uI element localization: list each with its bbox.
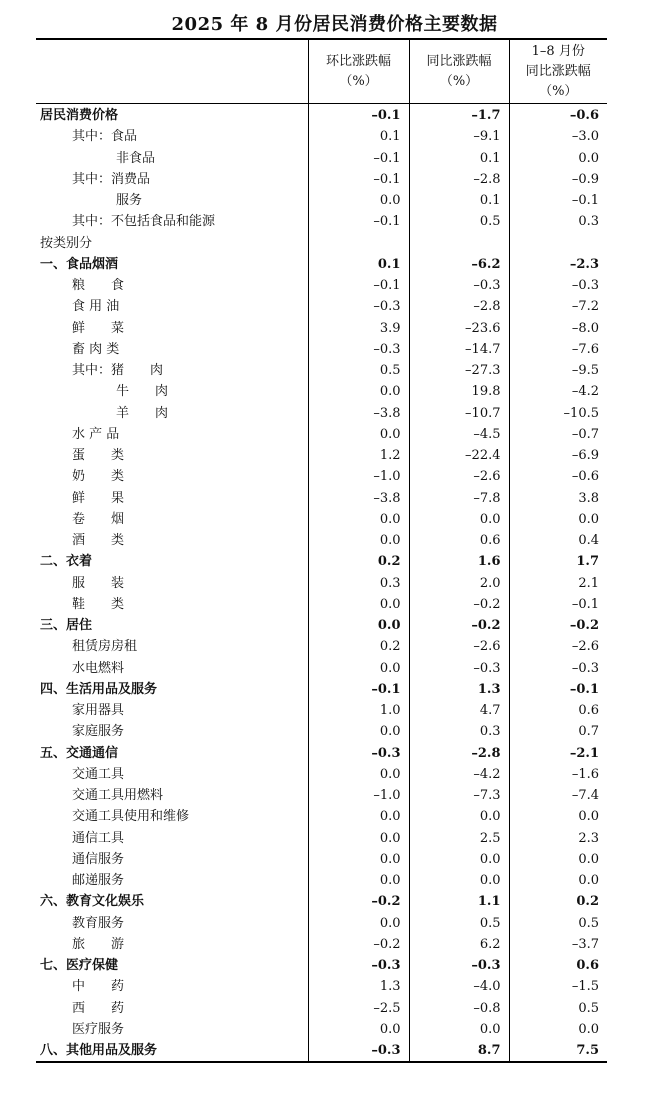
ytd-value: –0.6 [509, 104, 607, 127]
row-label: 旅 游 [72, 936, 125, 952]
page-title: 2025 年 8 月份居民消费价格主要数据 [171, 14, 498, 35]
ytd-value: –7.4 [509, 785, 607, 806]
mom-value: 3.9 [308, 318, 409, 339]
ytd-value: –8.0 [509, 318, 607, 339]
table-row [36, 934, 607, 955]
yoy-value: 0.0 [409, 509, 509, 530]
yoy-value: 0.0 [409, 806, 509, 827]
mom-value: 0.0 [308, 828, 409, 849]
yoy-value: –4.2 [409, 764, 509, 785]
mom-value: 0.0 [308, 594, 409, 615]
yoy-value: 0.6 [409, 530, 509, 551]
table-body [36, 104, 607, 1063]
row-label: 其中：猪 肉 [72, 363, 164, 378]
row-label: 二、衣着 [40, 554, 93, 570]
ytd-value: –10.5 [509, 403, 607, 424]
header-mom-change: 环比涨跌幅 （%） [308, 39, 409, 104]
yoy-value: –0.8 [409, 998, 509, 1019]
table-row [36, 615, 607, 636]
mom-value: 0.1 [308, 126, 409, 147]
mom-value: 0.0 [308, 870, 409, 891]
table-row [36, 828, 607, 849]
yoy-value: –0.2 [409, 615, 509, 636]
yoy-value: –0.3 [409, 275, 509, 296]
mom-value: 0.0 [308, 806, 409, 827]
ytd-value: –7.6 [509, 339, 607, 360]
yoy-value: –7.8 [409, 488, 509, 509]
mom-value: –0.1 [308, 275, 409, 296]
table-row [36, 190, 607, 211]
ytd-value: –2.6 [509, 636, 607, 657]
ytd-value: 0.0 [509, 806, 607, 827]
yoy-value: –0.2 [409, 594, 509, 615]
mom-value: 0.0 [308, 615, 409, 636]
table-row [36, 424, 607, 445]
row-label: 鲜 果 [72, 490, 125, 506]
table-row [36, 148, 607, 169]
ytd-value: –3.0 [509, 126, 607, 147]
row-label: 交通工具使用和维修 [72, 809, 190, 825]
header-yoy-change: 同比涨跌幅 （%） [409, 39, 509, 104]
yoy-value: 1.6 [409, 551, 509, 572]
row-label: 交通工具 [72, 766, 125, 782]
table-row [36, 233, 607, 254]
ytd-value: 0.6 [509, 700, 607, 721]
mom-value: –0.3 [308, 955, 409, 976]
row-label: 其中：消费品 [72, 171, 151, 187]
table-row [36, 445, 607, 466]
row-label: 七、医疗保健 [40, 958, 119, 973]
row-label: 五、交通通信 [40, 745, 119, 761]
row-label: 服务 [116, 193, 143, 208]
header-ytd-yoy-change: 1–8 月份 同比涨跌幅 （%） [509, 39, 607, 104]
mom-value: –0.2 [308, 934, 409, 955]
ytd-value: 0.4 [509, 530, 607, 551]
table-row [36, 849, 607, 870]
table-row [36, 254, 607, 275]
yoy-value: –4.5 [409, 424, 509, 445]
ytd-value: 2.3 [509, 828, 607, 849]
mom-value: –0.3 [308, 1040, 409, 1062]
ytd-value: –2.1 [509, 743, 607, 764]
yoy-value: –0.3 [409, 658, 509, 679]
table-row [36, 679, 607, 700]
yoy-value: 2.0 [409, 573, 509, 594]
yoy-value: 1.1 [409, 891, 509, 912]
table-row [36, 700, 607, 721]
ytd-value: 0.0 [509, 509, 607, 530]
mom-value: –0.3 [308, 339, 409, 360]
mom-value: 0.0 [308, 764, 409, 785]
ytd-value: 7.5 [509, 1040, 607, 1062]
yoy-value: 0.0 [409, 849, 509, 870]
row-label: 邮递服务 [72, 873, 125, 888]
row-label: 羊 肉 [116, 405, 169, 421]
table-row [36, 976, 607, 997]
ytd-value: 0.7 [509, 721, 607, 742]
ytd-value: 0.5 [509, 998, 607, 1019]
table-row [36, 806, 607, 827]
ytd-value: –4.2 [509, 381, 607, 402]
yoy-value: –4.0 [409, 976, 509, 997]
yoy-value: 4.7 [409, 700, 509, 721]
ytd-value: 0.0 [509, 148, 607, 169]
ytd-value: 0.3 [509, 211, 607, 232]
mom-value: 0.3 [308, 573, 409, 594]
yoy-value: 2.5 [409, 828, 509, 849]
ytd-value: –0.9 [509, 169, 607, 190]
yoy-value: –10.7 [409, 403, 509, 424]
ytd-value: 0.0 [509, 849, 607, 870]
cpi-data-table [36, 38, 607, 1063]
yoy-value: 0.0 [409, 1019, 509, 1040]
row-label: 家用器具 [72, 703, 125, 718]
row-label: 其中：食品 [72, 129, 138, 145]
table-row [36, 275, 607, 296]
row-label: 奶 类 [72, 469, 125, 485]
header-category [36, 39, 308, 104]
yoy-value: 0.5 [409, 913, 509, 934]
mom-value: –2.5 [308, 998, 409, 1019]
ytd-value: –0.6 [509, 466, 607, 487]
table-row [36, 764, 607, 785]
table-row [36, 955, 607, 976]
table-row [36, 296, 607, 317]
table-row [36, 721, 607, 742]
table-row [36, 913, 607, 934]
table-row [36, 104, 607, 127]
row-label: 四、生活用品及服务 [40, 681, 158, 697]
yoy-value: 0.3 [409, 721, 509, 742]
row-label: 通信服务 [72, 851, 125, 867]
yoy-value: 6.2 [409, 934, 509, 955]
table-row [36, 318, 607, 339]
ytd-value [509, 233, 607, 254]
yoy-value: 19.8 [409, 381, 509, 402]
row-label: 牛 肉 [116, 384, 169, 400]
table-row [36, 573, 607, 594]
mom-value: 0.0 [308, 530, 409, 551]
yoy-value [409, 233, 509, 254]
yoy-value: –2.8 [409, 169, 509, 190]
yoy-value: 0.1 [409, 148, 509, 169]
table-row [36, 126, 607, 147]
table-row [36, 891, 607, 912]
table-row [36, 509, 607, 530]
row-label: 医疗服务 [72, 1021, 125, 1037]
table-row [36, 488, 607, 509]
row-label: 水 产 品 [72, 426, 120, 442]
row-label: 租赁房房租 [72, 639, 138, 655]
ytd-value: –0.3 [509, 275, 607, 296]
mom-value: –1.0 [308, 785, 409, 806]
ytd-value: –9.5 [509, 360, 607, 381]
mom-value: –0.1 [308, 169, 409, 190]
table-row [36, 381, 607, 402]
row-label: 八、其他用品及服务 [40, 1043, 158, 1058]
yoy-value: –2.8 [409, 743, 509, 764]
table-header-row [36, 39, 607, 104]
yoy-value: –23.6 [409, 318, 509, 339]
mom-value: –0.1 [308, 148, 409, 169]
table-row [36, 530, 607, 551]
ytd-value: 0.0 [509, 870, 607, 891]
ytd-value: 3.8 [509, 488, 607, 509]
yoy-value: –0.3 [409, 955, 509, 976]
mom-value: 0.0 [308, 381, 409, 402]
row-label: 教育服务 [72, 915, 125, 931]
table-row [36, 636, 607, 657]
table-row [36, 594, 607, 615]
ytd-value: 0.6 [509, 955, 607, 976]
yoy-value: –2.6 [409, 636, 509, 657]
table-row [36, 743, 607, 764]
yoy-value: 8.7 [409, 1040, 509, 1062]
row-label: 六、教育文化娱乐 [40, 894, 145, 910]
ytd-value: –3.7 [509, 934, 607, 955]
yoy-value: 0.5 [409, 211, 509, 232]
row-label: 酒 类 [72, 533, 125, 548]
ytd-value: –2.3 [509, 254, 607, 275]
yoy-value: 0.1 [409, 190, 509, 211]
mom-value: 0.0 [308, 658, 409, 679]
mom-value: 0.0 [308, 509, 409, 530]
ytd-value: 0.0 [509, 1019, 607, 1040]
yoy-value: –2.8 [409, 296, 509, 317]
row-label: 水电燃料 [72, 660, 125, 676]
mom-value: –3.8 [308, 488, 409, 509]
ytd-value: –1.6 [509, 764, 607, 785]
mom-value: 1.0 [308, 700, 409, 721]
row-label: 卷 烟 [72, 511, 125, 527]
mom-value: 0.0 [308, 849, 409, 870]
table-row [36, 169, 607, 190]
table-row [36, 403, 607, 424]
mom-value: –1.0 [308, 466, 409, 487]
row-label: 蛋 类 [72, 448, 125, 463]
row-label: 交通工具用燃料 [72, 788, 164, 803]
row-label: 按类别分 [40, 235, 93, 251]
yoy-value: –27.3 [409, 360, 509, 381]
yoy-value: –1.7 [409, 104, 509, 127]
ytd-value: –0.7 [509, 424, 607, 445]
mom-value: 1.3 [308, 976, 409, 997]
mom-value: –0.1 [308, 211, 409, 232]
table-row [36, 870, 607, 891]
yoy-value: –7.3 [409, 785, 509, 806]
mom-value: –0.3 [308, 296, 409, 317]
ytd-value: –6.9 [509, 445, 607, 466]
row-label: 畜 肉 类 [72, 341, 120, 357]
row-label: 西 药 [72, 1000, 125, 1016]
ytd-value: –0.3 [509, 658, 607, 679]
row-label: 非食品 [116, 150, 156, 166]
table-row [36, 1019, 607, 1040]
yoy-value: –14.7 [409, 339, 509, 360]
ytd-value: –1.5 [509, 976, 607, 997]
table-row [36, 360, 607, 381]
yoy-value: –22.4 [409, 445, 509, 466]
yoy-value: 0.0 [409, 870, 509, 891]
mom-value: –0.1 [308, 104, 409, 127]
table-row [36, 466, 607, 487]
table-row [36, 211, 607, 232]
ytd-value: –0.2 [509, 615, 607, 636]
row-label: 服 装 [72, 575, 125, 591]
mom-value: –0.1 [308, 679, 409, 700]
mom-value: 1.2 [308, 445, 409, 466]
ytd-value: –0.1 [509, 594, 607, 615]
row-label: 通信工具 [72, 830, 125, 846]
mom-value: –0.3 [308, 743, 409, 764]
table-row [36, 785, 607, 806]
yoy-value: –2.6 [409, 466, 509, 487]
table-row [36, 998, 607, 1019]
mom-value [308, 233, 409, 254]
ytd-value: –0.1 [509, 679, 607, 700]
mom-value: 0.0 [308, 1019, 409, 1040]
mom-value: –0.2 [308, 891, 409, 912]
row-label: 三、居住 [40, 618, 93, 633]
row-label: 家庭服务 [72, 724, 125, 740]
ytd-value: 0.5 [509, 913, 607, 934]
mom-value: 0.5 [308, 360, 409, 381]
ytd-value: –0.1 [509, 190, 607, 211]
ytd-value: 2.1 [509, 573, 607, 594]
row-label: 中 药 [72, 979, 125, 995]
mom-value: 0.0 [308, 913, 409, 934]
table-row [36, 551, 607, 572]
row-label: 其中：不包括食品和能源 [72, 214, 216, 230]
table-row [36, 658, 607, 679]
mom-value: 0.0 [308, 424, 409, 445]
yoy-value: –9.1 [409, 126, 509, 147]
mom-value: 0.0 [308, 190, 409, 211]
mom-value: 0.2 [308, 551, 409, 572]
mom-value: –3.8 [308, 403, 409, 424]
row-label: 一、食品烟酒 [40, 256, 119, 272]
mom-value: 0.0 [308, 721, 409, 742]
mom-value: 0.1 [308, 254, 409, 275]
table-row [36, 339, 607, 360]
ytd-value: 1.7 [509, 551, 607, 572]
table-row [36, 1040, 607, 1062]
row-label: 粮 食 [72, 278, 125, 293]
ytd-value: –7.2 [509, 296, 607, 317]
yoy-value: 1.3 [409, 679, 509, 700]
row-label: 居民消费价格 [40, 108, 119, 123]
row-label: 鲜 菜 [72, 320, 125, 336]
ytd-value: 0.2 [509, 891, 607, 912]
yoy-value: –6.2 [409, 254, 509, 275]
row-label: 鞋 类 [72, 596, 125, 612]
mom-value: 0.2 [308, 636, 409, 657]
row-label: 食 用 油 [72, 299, 120, 315]
